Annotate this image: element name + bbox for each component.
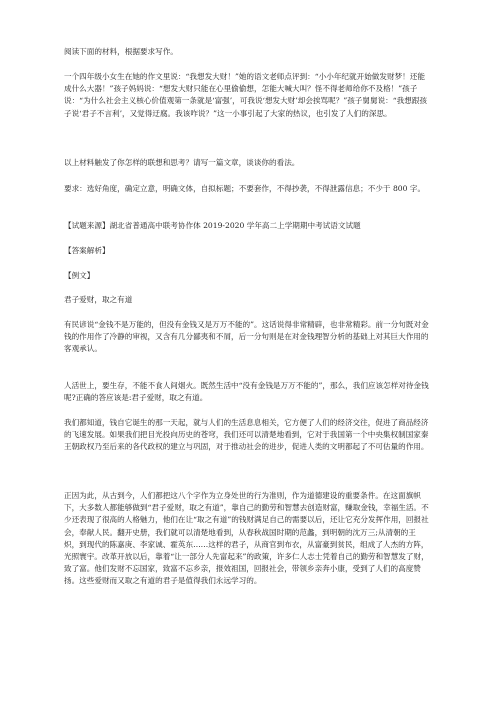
- source-line: 【试题来源】湖北省普通高中联考协作体 2019-2020 学年高二上学期期中考试语文试题: [64, 221, 361, 230]
- essay-paragraph-4: 正因为此，从古到今，人们都把这八个字作为立身处世的行为准则，作为道德建设的重要条件。在这面旗帜下，大多数人都能够做到“君子爱财，取之有道”，靠自己的勤劳和智慧去创造财富，赚取金钱，幸福生活。不少还表现了很高的人格魅力，他们在让“取之有道”的钱财满足自己的需要以后，还让它充分发挥作用，回报社会，奉献人民。翻开史册，我们就可以清楚地看到，从春秋战国时期的范蠡，到明朝的沈万三;从清朝的王炽，到现代的陈嘉庚、李家诚、霍英东……这样的君子，从商官到布衣，从富豪到贫民，组成了人杰的方阵，光照寰宇。改革开放以后，靠着“让一部分人先富起来”的政策，许多仁人志士凭着自己的勤劳和智慧发了财，致了富。他们发财不忘国家，致富不忘乡亲，报效祖国，回报社会，带领乡亲奔小康，受到了人们的高度赞扬。这些爱财而又取之有道的君子是值得我们永远学习的。: [64, 491, 429, 586]
- essay-paragraph-2: 人活世上，要生存，不能不食人间烟火。既然生活中“没有金钱是万万不能的”，那么，我们应该怎样对待金钱呢?正确的答应该是:君子爱财，取之有道。: [64, 381, 429, 403]
- example-label: 【例文】: [64, 271, 95, 280]
- material-paragraph: 一个四年级小女生在她的作文里说：“我想发大财！”她的语文老师点评到：“小小年纪就开始做发财梦！还能成什么大器！”孩子妈妈说：“想发大财只能在心里偷偷想，怎能大喊大叫？怪不得老师给你不及格！”孩子说：“为什么社会主义核心价值观第一条就是‘富强’，可我说‘想发大财’却会挨骂呢？”孩子舅舅说：“我想跟孩子说‘君子不言利’，又觉得迂腐。我该咋说？”这一小事引起了大家的热议，也引发了人们的深思。: [64, 72, 428, 118]
- essay-title: 君子爱财，取之有道: [64, 295, 133, 304]
- answer-label: 【答案解析】: [64, 246, 110, 255]
- essay-paragraph-3: 我们都知道，钱自它诞生的那一天起，就与人们的生活息息相关，它方便了人们的经济交往，促进了商品经济的飞速发展。如果我们把目光投向历史的苍穹，我们还可以清楚地看到，它对于我国第一个中央集权制国家秦王朝政权乃至后来的各代政权的建立与巩固，对于推动社会的进步，促进人类的文明都起了不可估量的作用。: [64, 418, 429, 452]
- question-text: 以上材料触发了你怎样的联想和思考？请写一篇文章，谈谈你的看法。: [64, 158, 300, 167]
- requirements-text: 要求：选好角度，确定立意，明确文体，自拟标题；不要套作，不得抄袭，不得泄露信息；不少于 800 字。: [64, 184, 426, 193]
- essay-paragraph-1: 有民谚说“金钱不是万能的，但没有金钱又是万万不能的”。这话说得非常精辟，也非常精彩。前一分句既对金钱的作用作了冷静的审视，又含有几分鄙夷和不屑，后一分句则是在对金钱理智分析的基础上对其巨大作用的客观承认。: [64, 320, 429, 354]
- instruction-text: 阅读下面的材料，根据要求写作。: [64, 47, 178, 56]
